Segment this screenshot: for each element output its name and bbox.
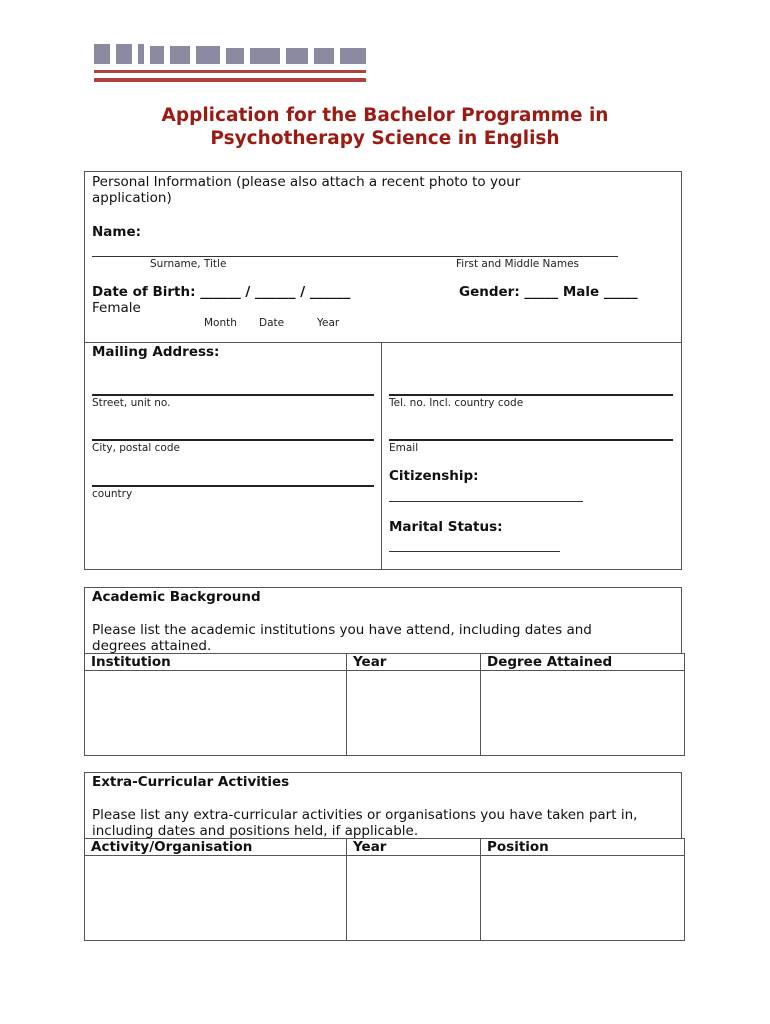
- name-label: Name:: [92, 224, 142, 240]
- academic-year-cell[interactable]: [347, 671, 481, 756]
- date-caption: Date: [259, 317, 285, 329]
- marital-status-underline[interactable]: [389, 551, 560, 552]
- activity-header: Activity/Organisation: [85, 839, 347, 856]
- extra-entry-row: [85, 856, 685, 941]
- academic-instructions: [92, 622, 676, 654]
- tel-caption: Tel. no. Incl. country code: [389, 397, 524, 409]
- position-header: Position: [481, 839, 685, 856]
- academic-table: [84, 653, 685, 756]
- personal-info-heading: [92, 174, 672, 206]
- degree-header: Degree Attained: [481, 654, 685, 671]
- title-line-2: Psychotherapy Science in English: [210, 128, 560, 149]
- academic-entry-row: [85, 671, 685, 756]
- tel-underline[interactable]: [389, 394, 673, 396]
- gender-field[interactable]: [459, 284, 638, 300]
- mailing-address-label: Mailing Address:: [92, 344, 220, 360]
- month-caption: Month: [204, 317, 237, 329]
- university-logo: [92, 42, 370, 88]
- female-option[interactable]: Female: [92, 300, 141, 316]
- title-line-1: Application for the Bachelor Programme in: [161, 105, 609, 126]
- extra-instructions-line-2: including dates and positions held, if applicable.: [92, 823, 419, 839]
- citizenship-label: Citizenship:: [389, 468, 479, 484]
- email-underline[interactable]: [389, 439, 673, 441]
- institution-cell[interactable]: [85, 671, 347, 756]
- position-cell[interactable]: [481, 856, 685, 941]
- mailing-divider: [381, 342, 382, 570]
- extra-year-header: Year: [347, 839, 481, 856]
- mailing-section: [84, 342, 682, 570]
- citizenship-underline[interactable]: [389, 501, 583, 502]
- extra-header-row: [85, 839, 685, 856]
- extra-year-cell[interactable]: [347, 856, 481, 941]
- page-title: [0, 104, 770, 150]
- dob-text: Date of Birth: ______ / ______ / ______: [92, 284, 351, 300]
- marital-status-label: Marital Status:: [389, 519, 503, 535]
- city-underline[interactable]: [92, 439, 374, 441]
- year-caption: Year: [317, 317, 340, 329]
- academic-heading: Academic Background: [92, 589, 261, 605]
- institution-header: Institution: [85, 654, 347, 671]
- academic-header-row: [85, 654, 685, 671]
- gender-text: Gender: _____ Male _____: [459, 284, 638, 300]
- street-underline[interactable]: [92, 394, 374, 396]
- name-underline[interactable]: [92, 256, 618, 257]
- extra-instructions-line-1: Please list any extra-curricular activities or organisations you have taken part in,: [92, 807, 638, 823]
- extra-curricular-heading: Extra-Curricular Activities: [92, 774, 290, 790]
- first-middle-caption: First and Middle Names: [456, 258, 579, 270]
- personal-heading-line-1: Personal Information (please also attach a recent photo to your: [92, 174, 521, 190]
- city-caption: City, postal code: [92, 442, 180, 454]
- year-header: Year: [347, 654, 481, 671]
- academic-instructions-line-1: Please list the academic institutions you have attend, including dates and: [92, 622, 592, 638]
- personal-heading-line-2: application): [92, 190, 172, 206]
- extra-curricular-table: [84, 838, 685, 941]
- academic-instructions-line-2: degrees attained.: [92, 638, 212, 654]
- activity-cell[interactable]: [85, 856, 347, 941]
- degree-cell[interactable]: [481, 671, 685, 756]
- surname-caption: Surname, Title: [150, 258, 227, 270]
- date-of-birth-field[interactable]: [92, 284, 350, 300]
- country-caption: country: [92, 488, 133, 500]
- email-caption: Email: [389, 442, 419, 454]
- street-caption: Street, unit no.: [92, 397, 171, 409]
- country-underline[interactable]: [92, 485, 374, 487]
- extra-curricular-instructions: [92, 807, 676, 839]
